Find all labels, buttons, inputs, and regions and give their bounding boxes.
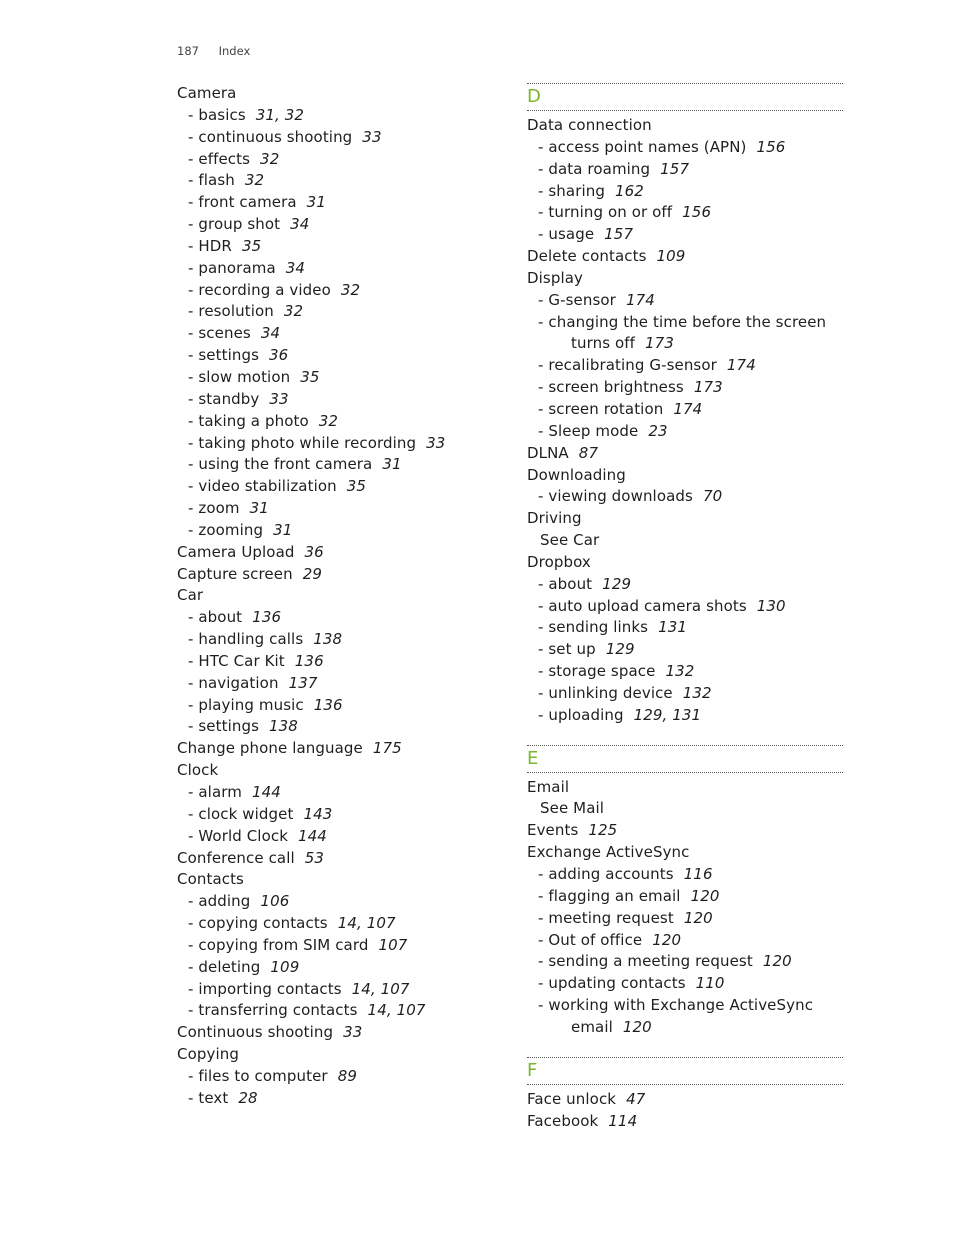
- entry-term: - turning on or off: [538, 203, 673, 222]
- entry-term: - deleting: [188, 957, 261, 976]
- entry-term: Change phone language: [177, 739, 363, 758]
- entry-term: - flash: [188, 171, 235, 190]
- page-reference: 125: [588, 821, 618, 840]
- index-subentry: [527, 705, 843, 727]
- index-subentry: [177, 1088, 497, 1110]
- entry-term: - video stabilization: [188, 477, 337, 496]
- index-subentry: [177, 236, 497, 258]
- entry-term: - basics: [188, 105, 246, 124]
- page-reference: 89: [337, 1066, 357, 1085]
- entry-term: - G-sensor: [538, 290, 616, 309]
- index-subentry: [527, 355, 843, 377]
- page-reference: 136: [252, 608, 282, 627]
- page-reference: 32: [244, 171, 265, 190]
- see-reference: [527, 798, 843, 820]
- entry-term: Facebook: [527, 1111, 599, 1130]
- entry-term: Downloading: [527, 465, 626, 484]
- section-letter: E: [527, 747, 539, 769]
- page-reference: 14, 107: [367, 1001, 426, 1020]
- page-reference: 47: [626, 1089, 646, 1108]
- page-reference: 109: [656, 247, 686, 266]
- page-reference: 120: [652, 930, 682, 949]
- page-reference: 129, 131: [633, 705, 702, 724]
- index-entry: [527, 552, 843, 574]
- entry-term: - adding accounts: [538, 865, 674, 883]
- entry-term: - data roaming: [538, 159, 651, 178]
- page-reference: 34: [285, 258, 306, 277]
- entry-term: Display: [527, 268, 583, 287]
- page-reference: 107: [378, 935, 408, 954]
- entry-term: - importing contacts: [188, 979, 342, 998]
- page-reference: 106: [260, 892, 290, 911]
- entry-term: - uploading: [538, 705, 624, 724]
- page-reference: 14, 107: [351, 979, 410, 998]
- index-subentry: [177, 389, 497, 411]
- index-column-right: [527, 83, 843, 1132]
- entry-term: Car: [177, 586, 204, 605]
- entry-term: Camera: [177, 84, 237, 102]
- index-subentry: [527, 661, 843, 683]
- entry-term: - zooming: [188, 520, 264, 539]
- page-reference: 156: [756, 137, 786, 156]
- index-subentry: [527, 312, 843, 334]
- index-subentry: [177, 1066, 497, 1088]
- entry-term: - effects: [188, 149, 251, 168]
- index-entry: [177, 585, 497, 607]
- page-reference: 132: [682, 683, 712, 702]
- index-subentry: [177, 520, 497, 542]
- index-entry: [177, 760, 497, 782]
- page-reference: 136: [294, 651, 324, 670]
- index-subentry: [177, 214, 497, 236]
- index-subentry: [527, 596, 843, 618]
- index-subentry: [177, 935, 497, 957]
- entry-term: email: [571, 1017, 613, 1036]
- entry-term: See Mail: [540, 799, 605, 818]
- entry-term: Camera Upload: [177, 542, 295, 561]
- page-reference: 130: [756, 596, 786, 615]
- page-reference: 31: [306, 193, 326, 212]
- index-subentry: [527, 399, 843, 421]
- page-reference: 33: [343, 1023, 363, 1042]
- page-reference: 116: [683, 865, 713, 883]
- page-reference: 31: [273, 520, 293, 539]
- entry-term: Face unlock: [527, 1089, 617, 1108]
- entry-term: - group shot: [188, 215, 281, 234]
- entry-term: - unlinking device: [538, 683, 673, 702]
- index-subentry: [177, 367, 497, 389]
- index-subentry: [527, 930, 843, 952]
- entry-term: Dropbox: [527, 552, 591, 571]
- page-reference: 173: [645, 334, 674, 353]
- index-column-left: [177, 83, 497, 1110]
- index-subentry: [527, 290, 843, 312]
- index-subentry: [177, 695, 497, 717]
- index-subentry: [177, 782, 497, 804]
- index-subentry: [527, 995, 843, 1017]
- entry-term: DLNA: [527, 443, 569, 462]
- index-subentry: [527, 377, 843, 399]
- index-subentry: [177, 476, 497, 498]
- entry-term: - panorama: [188, 258, 276, 277]
- index-entry: [527, 1089, 843, 1111]
- index-subentry: [177, 913, 497, 935]
- running-header: [177, 44, 250, 58]
- letter-divider: [527, 745, 843, 773]
- section-gap: [527, 1039, 843, 1057]
- entry-term: - files to computer: [188, 1066, 328, 1085]
- entry-term: - recalibrating G-sensor: [538, 356, 717, 375]
- index-subentry: [177, 607, 497, 629]
- entry-term: - copying contacts: [188, 914, 328, 933]
- page-reference: 35: [300, 367, 320, 386]
- page-reference: 32: [283, 302, 304, 321]
- entry-term: - updating contacts: [538, 974, 686, 993]
- index-subentry: [177, 1000, 497, 1022]
- index-subentry: [527, 181, 843, 203]
- page-reference: 143: [303, 804, 333, 823]
- index-subentry: [177, 301, 497, 323]
- see-reference: [527, 530, 843, 552]
- entry-term: - viewing downloads: [538, 487, 693, 506]
- entry-term: - access point names (APN): [538, 137, 747, 156]
- entry-term: - changing the time before the screen: [538, 312, 827, 331]
- entry-term: - settings: [188, 717, 259, 736]
- entry-term: - sharing: [538, 181, 605, 200]
- index-entry: [177, 738, 497, 760]
- page-reference: 129: [602, 574, 632, 593]
- entry-term: Events: [527, 821, 579, 840]
- index-subentry: [177, 826, 497, 848]
- index-subentry: [527, 333, 843, 355]
- index-subentry: [177, 454, 497, 476]
- entry-term: - playing music: [188, 695, 304, 714]
- entry-term: turns off: [571, 334, 636, 353]
- entry-term: Continuous shooting: [177, 1023, 334, 1042]
- entry-term: - set up: [538, 640, 596, 659]
- entry-term: - usage: [538, 225, 595, 244]
- index-subentry: [177, 170, 497, 192]
- page-reference: 174: [625, 290, 655, 309]
- page-reference: 53: [304, 848, 325, 867]
- entry-term: Conference call: [177, 848, 295, 867]
- entry-term: See Car: [540, 531, 600, 550]
- entry-term: - HDR: [188, 236, 232, 255]
- page-reference: 157: [604, 225, 634, 244]
- page-reference: 120: [762, 952, 792, 971]
- entry-term: - screen brightness: [538, 378, 684, 397]
- entry-term: - navigation: [188, 673, 279, 692]
- page-reference: 28: [238, 1088, 258, 1107]
- page-reference: 136: [313, 695, 343, 714]
- entry-term: - Out of office: [538, 930, 643, 949]
- section-title: Index: [218, 44, 251, 58]
- letter-divider: [527, 83, 843, 111]
- page-reference: 156: [682, 203, 712, 222]
- entry-term: - screen rotation: [538, 399, 664, 418]
- page-reference: 32: [340, 280, 361, 299]
- entry-term: - recording a video: [188, 280, 331, 299]
- page-reference: 162: [614, 181, 644, 200]
- index-subentry: [177, 105, 497, 127]
- index-subentry: [527, 202, 843, 224]
- page-reference: 144: [251, 783, 281, 801]
- page-reference: 31, 32: [255, 105, 305, 124]
- page-reference: 32: [260, 149, 280, 168]
- entry-term: - standby: [188, 389, 260, 408]
- index-subentry: [177, 891, 497, 913]
- index-entry: [527, 268, 843, 290]
- page-reference: 34: [290, 215, 310, 234]
- entry-term: - handling calls: [188, 630, 304, 649]
- page-reference: 114: [608, 1111, 638, 1130]
- index-subentry: [527, 908, 843, 930]
- index-subentry: [177, 629, 497, 651]
- entry-term: Clock: [177, 761, 219, 780]
- entry-term: Data connection: [527, 116, 652, 134]
- page-number: 187: [177, 44, 199, 58]
- page-reference: 129: [605, 640, 635, 659]
- index-entry: [527, 443, 843, 465]
- page-reference: 120: [690, 886, 720, 905]
- entry-term: - zoom: [188, 499, 240, 518]
- page-reference: 132: [665, 662, 695, 681]
- index-entry: [527, 842, 843, 864]
- entry-term: - storage space: [538, 662, 656, 681]
- section-letter: F: [527, 1059, 538, 1081]
- page-reference: 174: [726, 356, 756, 375]
- entry-term: - resolution: [188, 302, 274, 321]
- page-reference: 36: [269, 346, 289, 365]
- index-entry: [177, 542, 497, 564]
- index-subentry: [527, 224, 843, 246]
- entry-term: Contacts: [177, 870, 244, 889]
- page-reference: 35: [346, 477, 367, 496]
- page-reference: 31: [249, 499, 269, 518]
- page-reference: 87: [578, 443, 599, 462]
- entry-term: - scenes: [188, 324, 251, 343]
- page-reference: 33: [362, 127, 382, 146]
- section-letter: D: [527, 86, 541, 107]
- index-entry: [177, 848, 497, 870]
- page-reference: 174: [673, 399, 703, 418]
- entry-term: - sending links: [538, 618, 649, 637]
- page-reference: 35: [241, 236, 262, 255]
- entry-term: - text: [188, 1088, 229, 1107]
- page-reference: 110: [695, 974, 725, 993]
- index-subentry: [527, 973, 843, 995]
- index-entry: [177, 1022, 497, 1044]
- index-entry: [527, 508, 843, 530]
- entry-term: - alarm: [188, 783, 242, 801]
- entry-term: Delete contacts: [527, 247, 647, 266]
- page-reference: 34: [260, 324, 281, 343]
- index-subentry: [177, 258, 497, 280]
- index-subentry: [527, 951, 843, 973]
- index-subentry: [527, 683, 843, 705]
- index-entry: [527, 115, 843, 137]
- page-reference: 33: [269, 389, 289, 408]
- entry-term: - clock widget: [188, 804, 294, 823]
- index-entry: [177, 1044, 497, 1066]
- entry-term: - taking photo while recording: [188, 433, 417, 452]
- page-reference: 36: [304, 542, 324, 561]
- index-subentry: [177, 149, 497, 171]
- entry-term: - about: [538, 574, 593, 593]
- page-reference: 137: [288, 673, 318, 692]
- index-subentry: [177, 957, 497, 979]
- page-reference: 173: [693, 378, 723, 397]
- page-reference: 157: [660, 159, 690, 178]
- entry-term: - front camera: [188, 193, 297, 212]
- page-reference: 29: [302, 564, 322, 583]
- index-subentry: [177, 716, 497, 738]
- page-reference: 70: [702, 487, 723, 506]
- index-subentry: [527, 159, 843, 181]
- index-subentry: [177, 127, 497, 149]
- entry-term: - Sleep mode: [538, 421, 639, 440]
- index-subentry: [527, 1017, 843, 1039]
- entry-term: - settings: [188, 346, 259, 365]
- entry-term: - about: [188, 608, 243, 627]
- index-subentry: [177, 433, 497, 455]
- entry-term: - HTC Car Kit: [188, 651, 285, 670]
- entry-term: - adding: [188, 892, 251, 911]
- entry-term: - transferring contacts: [188, 1001, 358, 1020]
- index-subentry: [177, 280, 497, 302]
- entry-term: Exchange ActiveSync: [527, 843, 690, 862]
- index-subentry: [177, 345, 497, 367]
- index-entry: [527, 246, 843, 268]
- page-reference: 131: [658, 618, 687, 637]
- index-entry: [177, 83, 497, 105]
- entry-term: - using the front camera: [188, 455, 373, 474]
- entry-term: Copying: [177, 1045, 239, 1064]
- entry-term: - auto upload camera shots: [538, 596, 747, 615]
- page-reference: 23: [648, 421, 668, 440]
- index-subentry: [177, 673, 497, 695]
- page-reference: 175: [372, 739, 402, 758]
- entry-term: - World Clock: [188, 826, 288, 845]
- page-reference: 31: [382, 455, 402, 474]
- entry-term: Driving: [527, 509, 582, 528]
- index-subentry: [527, 864, 843, 886]
- index-subentry: [177, 804, 497, 826]
- index-subentry: [177, 192, 497, 214]
- entry-term: - sending a meeting request: [538, 952, 753, 971]
- entry-term: - working with Exchange ActiveSync: [538, 996, 814, 1015]
- entry-term: - copying from SIM card: [188, 935, 369, 954]
- entry-term: Capture screen: [177, 564, 293, 583]
- index-subentry: [527, 617, 843, 639]
- entry-term: - continuous shooting: [188, 127, 353, 146]
- index-subentry: [177, 323, 497, 345]
- index-entry: [527, 777, 843, 799]
- index-subentry: [177, 411, 497, 433]
- page-reference: 138: [313, 630, 343, 649]
- index-entry: [527, 465, 843, 487]
- index-subentry: [527, 486, 843, 508]
- index-subentry: [177, 498, 497, 520]
- page-reference: 109: [270, 957, 300, 976]
- index-subentry: [177, 651, 497, 673]
- index-subentry: [527, 421, 843, 443]
- index-entry: [527, 820, 843, 842]
- index-subentry: [527, 886, 843, 908]
- index-subentry: [527, 574, 843, 596]
- index-entry: [177, 564, 497, 586]
- section-gap: [527, 727, 843, 745]
- entry-term: - slow motion: [188, 367, 291, 386]
- index-subentry: [177, 979, 497, 1001]
- page-reference: 144: [298, 826, 327, 845]
- page-reference: 120: [683, 908, 713, 927]
- page-reference: 32: [318, 411, 339, 430]
- index-subentry: [527, 639, 843, 661]
- page-reference: 14, 107: [337, 914, 396, 933]
- entry-term: - meeting request: [538, 908, 674, 927]
- entry-term: - taking a photo: [188, 411, 309, 430]
- index-entry: [527, 1111, 843, 1133]
- index-entry: [177, 869, 497, 891]
- page-reference: 33: [426, 433, 446, 452]
- index-subentry: [527, 137, 843, 159]
- entry-term: Email: [527, 777, 570, 796]
- page-reference: 120: [622, 1017, 652, 1036]
- page-reference: 138: [269, 717, 298, 736]
- entry-term: - flagging an email: [538, 886, 681, 905]
- letter-divider: [527, 1057, 843, 1085]
